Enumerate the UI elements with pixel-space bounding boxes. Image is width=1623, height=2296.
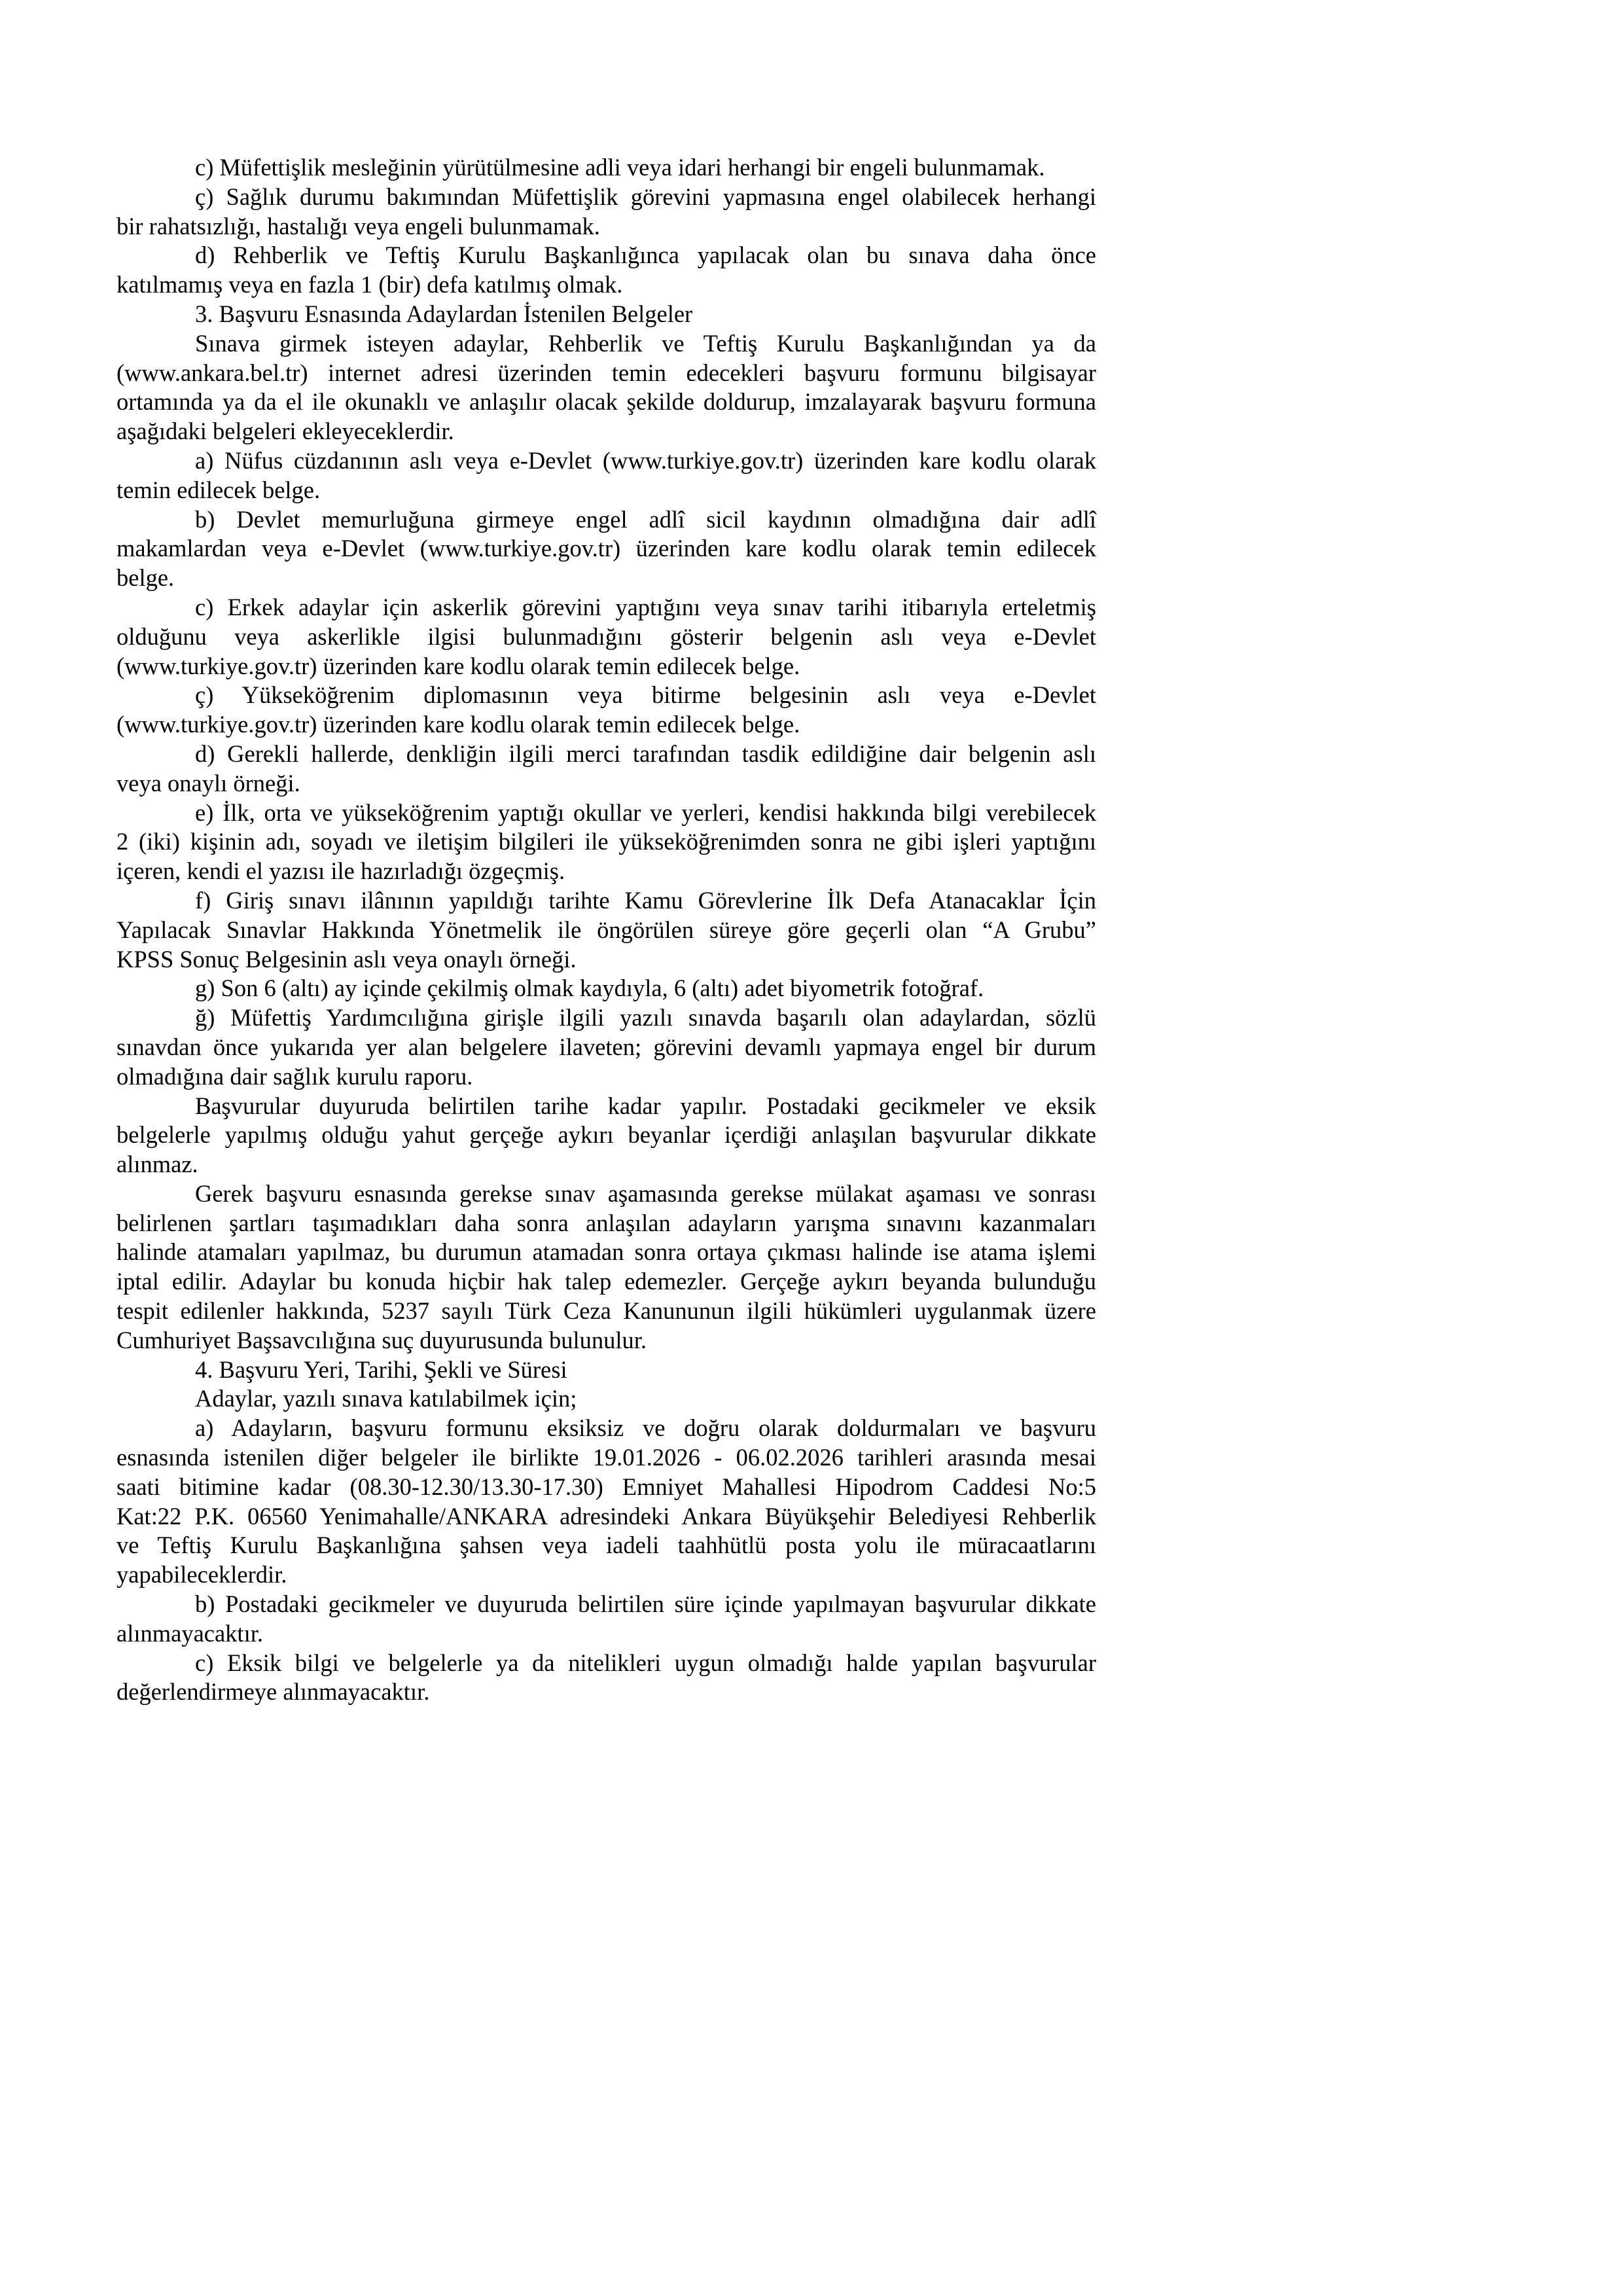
text-line: halinde atamaları yapılmaz, bu durumun atamadan sonra ortaya çıkması halinde ise atama işlemi (116, 1238, 1096, 1266)
text-line: iptal edilir. Adaylar bu konuda hiçbir hak talep edemezler. Gerçeğe aykırı beyanda bulunduğu (116, 1268, 1096, 1295)
text-line: olduğunu veya askerlikle ilgisi bulunmadığını gösterir belgenin aslı veya e-Devlet (116, 622, 1096, 650)
text-line: veya onaylı örneği. (116, 769, 300, 797)
text-line: ç) Sağlık durumu bakımından Müfettişlik görevini yapmasına engel olabilecek herhangi (195, 183, 1096, 210)
text-line: g) Son 6 (altı) ay içinde çekilmiş olmak kaydıyla, 6 (altı) adet biyometrik fotoğraf. (195, 975, 984, 1002)
text-line: d) Gerekli hallerde, denkliğin ilgili merci tarafından tasdik edildiğine dair belgenin aslı (195, 740, 1096, 767)
paragraph (116, 446, 1096, 505)
paragraph (116, 1003, 1096, 1091)
text-line: olmadığına dair sağlık kurulu raporu. (116, 1062, 473, 1090)
text-line: temin edilecek belge. (116, 476, 321, 503)
text-line: katılmamış veya en fazla 1 (bir) defa katılmış olmak. (116, 271, 623, 298)
paragraph (116, 886, 1096, 974)
paragraph (116, 329, 1096, 446)
paragraph (116, 153, 1096, 183)
text-line: b) Devlet memurluğuna girmeye engel adlî sicil kaydının olmadığına dair adlî (195, 505, 1096, 533)
paragraph (116, 974, 1096, 1003)
text-line: içeren, kendi el yazısı ile hazırladığı özgeçmiş. (116, 857, 565, 885)
paragraph (116, 1384, 1096, 1414)
text-line: bir rahatsızlığı, hastalığı veya engeli bulunmamak. (116, 212, 600, 240)
text-line: KPSS Sonuç Belgesinin aslı veya onaylı örneği. (116, 945, 577, 973)
text-line: Gerek başvuru esnasında gerekse sınav aşamasında gerekse mülakat aşaması ve sonrası (195, 1179, 1096, 1207)
text-line: aşağıdaki belgeleri ekleyeceklerdir. (116, 418, 454, 445)
text-line: d) Rehberlik ve Teftiş Kurulu Başkanlığınca yapılacak olan bu sınava daha önce (195, 242, 1096, 269)
text-line: (www.turkiye.gov.tr) üzerinden kare kodlu olarak temin edilecek belge. (116, 652, 800, 679)
text-line: ortamında ya da el ile okunaklı ve anlaşılır olacak şekilde doldurup, imzalayarak başvuru formuna (116, 388, 1096, 416)
text-line: sınavdan önce yukarıda yer alan belgelere ilaveten; görevini devamlı yapmaya engel bir durum (116, 1033, 1096, 1060)
paragraph (116, 593, 1096, 681)
text-line: alınmaz. (116, 1151, 198, 1178)
document-page (116, 153, 1096, 1707)
text-line: ğ) Müfettiş Yardımcılığına girişle ilgili yazılı sınavda başarılı olan adaylardan, sözlü (195, 1004, 1096, 1031)
text-line: b) Postadaki gecikmeler ve duyuruda belirtilen süre içinde yapılmayan başvurular dikkate (195, 1590, 1096, 1618)
text-line: Kat:22 P.K. 06560 Yenimahalle/ANKARA adresindeki Ankara Büyükşehir Belediyesi Rehberlik (116, 1502, 1096, 1530)
text-line: yapabileceklerdir. (116, 1561, 287, 1588)
text-line: ç) Yükseköğrenim diplomasının veya bitirme belgesinin aslı veya e-Devlet (195, 681, 1096, 709)
text-line: tespit edilenler hakkında, 5237 sayılı Türk Ceza Kanununun ilgili hükümleri uygulanmak üzere (116, 1297, 1096, 1325)
paragraph (116, 183, 1096, 242)
text-line: alınmayacaktır. (116, 1619, 263, 1647)
text-line: ve Teftiş Kurulu Başkanlığına şahsen veya iadeli taahhütlü posta yolu ile müracaatlarını (116, 1532, 1096, 1559)
paragraph (116, 681, 1096, 740)
text-line: Cumhuriyet Başsavcılığına suç duyurusunda bulunulur. (116, 1326, 647, 1354)
text-line: e) İlk, orta ve yükseköğrenim yaptığı okullar ve yerleri, kendisi hakkında bilgi verebilecek (195, 798, 1096, 826)
paragraph (116, 1355, 1096, 1385)
text-line: c) Eksik bilgi ve belgelerle ya da nitelikleri uygun olmadığı halde yapılan başvurular (195, 1649, 1096, 1676)
text-line: 4. Başvuru Yeri, Tarihi, Şekli ve Süresi (195, 1355, 567, 1383)
paragraph (116, 241, 1096, 300)
text-line: Sınava girmek isteyen adaylar, Rehberlik ve Teftiş Kurulu Başkanlığından ya da (195, 329, 1096, 357)
paragraph (116, 300, 1096, 329)
text-line: belirlenen şartları taşımadıkları daha sonra anlaşılan adayların yarışma sınavını kazanmaları (116, 1209, 1096, 1236)
text-line: Yapılacak Sınavlar Hakkında Yönetmelik ile öngörülen süreye göre geçerli olan “A Grubu” (116, 916, 1096, 943)
paragraph (116, 505, 1096, 593)
paragraph (116, 1179, 1096, 1355)
paragraph (116, 1649, 1096, 1708)
text-line: f) Giriş sınavı ilânının yapıldığı tarihte Kamu Görevlerine İlk Defa Atanacaklar İçin (195, 886, 1096, 914)
text-line: a) Adayların, başvuru formunu eksiksiz ve doğru olarak doldurmaları ve başvuru (195, 1414, 1096, 1442)
text-line: Başvurular duyuruda belirtilen tarihe kadar yapılır. Postadaki gecikmeler ve eksik (195, 1092, 1096, 1119)
text-line: saati bitimine kadar (08.30-12.30/13.30-17.30) Emniyet Mahallesi Hipodrom Caddesi No:5 (116, 1473, 1096, 1500)
text-line: Adaylar, yazılı sınava katılabilmek için; (195, 1385, 577, 1412)
text-line: a) Nüfus cüzdanının aslı veya e-Devlet (www.turkiye.gov.tr) üzerinden kare kodlu olarak (195, 446, 1096, 474)
text-line: esnasında istenilen diğer belgeler ile birlikte 19.01.2026 - 06.02.2026 tarihleri arasında mesai (116, 1444, 1096, 1471)
text-line: belge. (116, 564, 175, 592)
text-line: 3. Başvuru Esnasında Adaylardan İstenilen Belgeler (195, 300, 693, 327)
paragraph (116, 1092, 1096, 1179)
text-line: c) Erkek adaylar için askerlik görevini yaptığını veya sınav tarihi itibarıyla erteletmiş (195, 593, 1096, 620)
text-line: belgelerle yapılmış olduğu yahut gerçeğe aykırı beyanlar içerdiği anlaşılan başvurular dikkate (116, 1121, 1096, 1149)
text-line: (www.ankara.bel.tr) internet adresi üzerinden temin edecekleri başvuru formunu bilgisayar (116, 359, 1096, 386)
text-line: (www.turkiye.gov.tr) üzerinden kare kodlu olarak temin edilecek belge. (116, 711, 800, 738)
text-line: c) Müfettişlik mesleğinin yürütülmesine adli veya idari herhangi bir engeli bulunmamak. (195, 154, 1045, 181)
paragraph (116, 1414, 1096, 1590)
text-line: 2 (iki) kişinin adı, soyadı ve iletişim bilgileri ile yükseköğrenimden sonra ne gibi işleri yaptığını (116, 828, 1096, 855)
paragraph (116, 798, 1096, 886)
paragraph (116, 740, 1096, 798)
text-line: makamlardan veya e-Devlet (www.turkiye.gov.tr) üzerinden kare kodlu olarak temin edilecek (116, 535, 1096, 562)
text-line: değerlendirmeye alınmayacaktır. (116, 1678, 430, 1706)
paragraph (116, 1590, 1096, 1649)
